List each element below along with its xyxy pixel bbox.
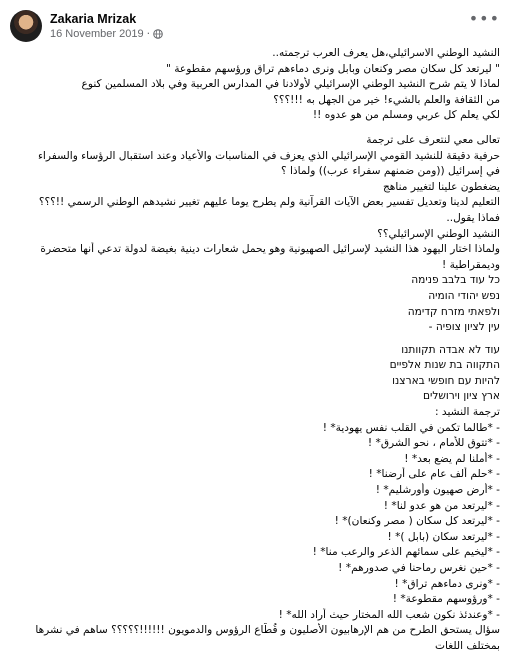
post-line: ولماذا اختار اليهود هذا النشيد لإسرائيل الصهيونية وهو يحمل شعارات دينية بغيضة لدولة تدعي أنها متحضرة xyxy=(40,243,500,256)
hebrew-line: כל עוד בלבב פנימה xyxy=(411,274,500,287)
hebrew-line: עין לציון צופיה - xyxy=(428,321,500,334)
ellipsis-icon[interactable]: ••• xyxy=(468,9,500,28)
hebrew-line: ולפאתי מזרח קדימה xyxy=(407,305,500,318)
translation-line: - *طالما تكمن في القلب نفس يهودية* ! xyxy=(322,421,500,434)
post-line: النشيد الوطني الإسرائيلي؟؟ xyxy=(377,227,500,240)
post-line: في إسرائيل ((ومن ضمنهم سفراء عرب)) ولماذا ؟ xyxy=(280,165,500,178)
translation-line: - *ليخيم على سمائهم الذعر والرعب منا* ! xyxy=(312,546,500,559)
post-line: تعالى معي لنتعرف على ترجمة xyxy=(366,133,500,146)
post-line: " ليرتعد كل سكان مصر وكنعان وبابل ونرى دماءهم تراق ورؤسهم مقطوعة " xyxy=(165,62,500,75)
post-subline xyxy=(50,27,163,41)
translation-line: - *وعندئذ نكون شعب الله المختار حيث أراد الله* ! xyxy=(278,608,500,621)
post-line: لكي يعلم كل عربي ومسلم من هو عدوه !! xyxy=(312,109,500,122)
post-line: حرفية دقيقة للنشيد القومي الإسرائيلي الذي يعزف في المناسبات والأعياد وعند استقبال الرؤساء والسفراء xyxy=(37,149,500,162)
separator-dot: · xyxy=(146,26,151,40)
post-line: سؤال يستحق الطرح من هم الإرهابيون الأصليون و قُطّاع الرؤوس والدمويون !!!!!!؟؟؟؟؟ ساهم في نشرها xyxy=(35,624,500,637)
hebrew-line: התקווה בת שנות אלפיים xyxy=(389,359,500,372)
post-body xyxy=(10,46,502,655)
post-line: يضغطون علينا لتغيير مناهج xyxy=(382,180,500,193)
translation-line: - *ورؤوسهم مقطوعة* ! xyxy=(392,593,500,606)
translation-line: - *حين نغرس رماحنا في صدورهم* ! xyxy=(338,562,500,574)
post-line: من الثقافة والعلم بالشيء! خير من الجهل به !!!؟؟؟ xyxy=(273,93,500,106)
post-line: بمختلف اللغات xyxy=(435,639,500,652)
author-name[interactable]: Zakaria Mrizak xyxy=(50,11,137,26)
post-header xyxy=(10,8,502,44)
translation-line: - *ليرتعد كل سكان ( مصر وكنعان)* ! xyxy=(334,515,500,528)
post-line: النشيد الوطني الاسرائيلي،هل يعرف العرب ترجمته.. xyxy=(272,47,500,59)
post-line: فماذا يقول.. xyxy=(446,211,500,224)
post-meta xyxy=(50,12,163,41)
hebrew-line: להיות עם חופשי בארצנו xyxy=(392,374,500,387)
translation-line: - *ليرتعد سكان (بابل )* ! xyxy=(387,530,500,543)
post-line: لماذا لا يتم شرح النشيد الوطني الإسرائيلي لأولادنا في المدارس العربية وفي بلاد المسلمين كنوع xyxy=(81,78,500,91)
translation-line: - *حلم ألف عام على أرضنا* ! xyxy=(368,468,500,481)
translation-line: - *ونرى دماءهم تراق* ! xyxy=(394,577,500,590)
post-date[interactable]: 16 November 2019 xyxy=(50,27,144,40)
hebrew-line: נפש יהודי הומיה xyxy=(428,289,500,302)
translation-line: - *ليرتعد من هو عدو لنا* ! xyxy=(383,499,500,512)
post-line: ترجمة النشيد : xyxy=(434,406,500,419)
translation-line: - *أملنا لم يضع بعد* ! xyxy=(404,452,500,465)
globe-icon xyxy=(153,29,163,39)
hebrew-line: ארץ ציון וירושלים xyxy=(423,390,500,403)
translation-line: - *تتوق للأمام ، نحو الشرق* ! xyxy=(367,437,500,450)
translation-line: - *أرض صهيون وأورشليم* ! xyxy=(375,484,500,497)
hebrew-line: עוד לא אבדה תקוותנו xyxy=(401,343,500,356)
post-line: وديمقراطية ! xyxy=(442,258,500,271)
post-line: التعليم لدينا وتعديل تفسير بعض الآيات القرآنية ولم يطرح يوما عليهم تغيير نشيدهم الوطني الرسمي !!؟؟؟ xyxy=(38,196,500,209)
avatar[interactable] xyxy=(10,10,42,42)
